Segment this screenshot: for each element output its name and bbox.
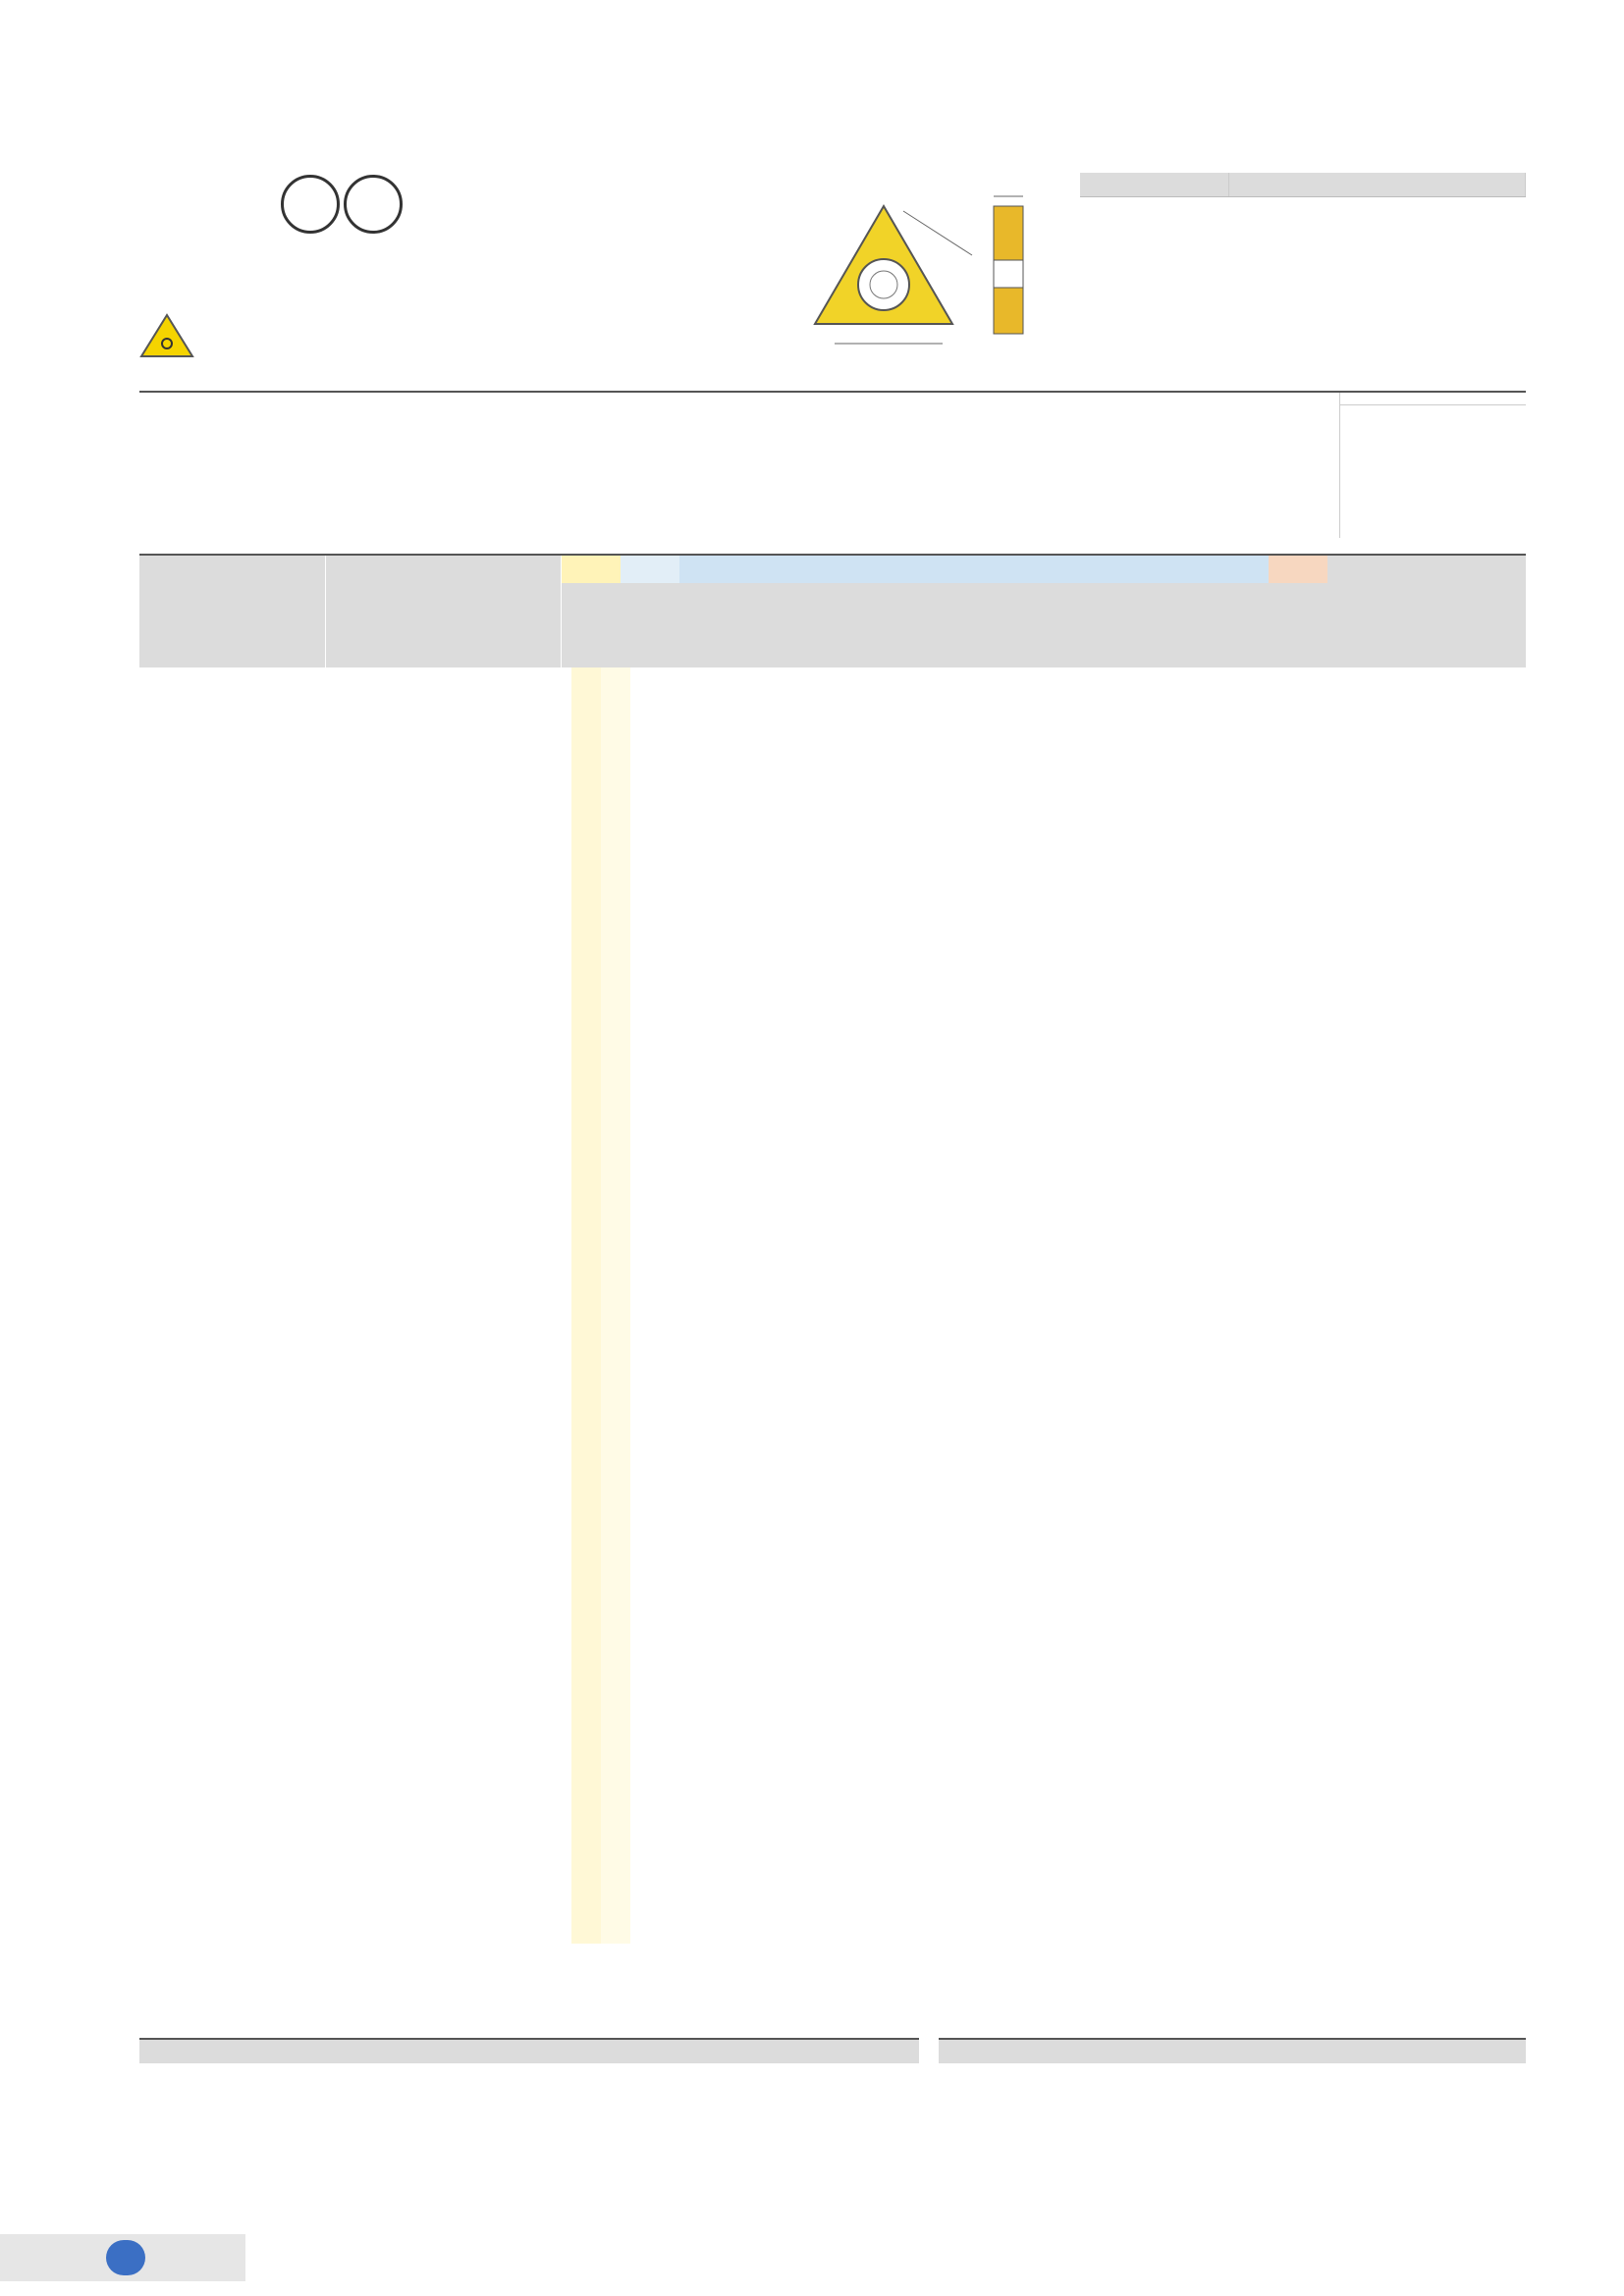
grade-header [139, 554, 1526, 667]
insert-diagram [776, 167, 1070, 367]
section-badge [106, 2240, 145, 2275]
outer-holder-title [139, 2038, 919, 2063]
cermet-stripe [571, 667, 601, 1944]
process-legend [1339, 393, 1526, 538]
warning-triangle-icon [139, 312, 194, 363]
dimension-table [1080, 173, 1526, 196]
boring-bar-title [939, 2038, 1526, 2063]
placeholder-circle-2 [344, 175, 403, 234]
material-table [139, 391, 1526, 536]
placeholder-circle-1 [281, 175, 340, 234]
